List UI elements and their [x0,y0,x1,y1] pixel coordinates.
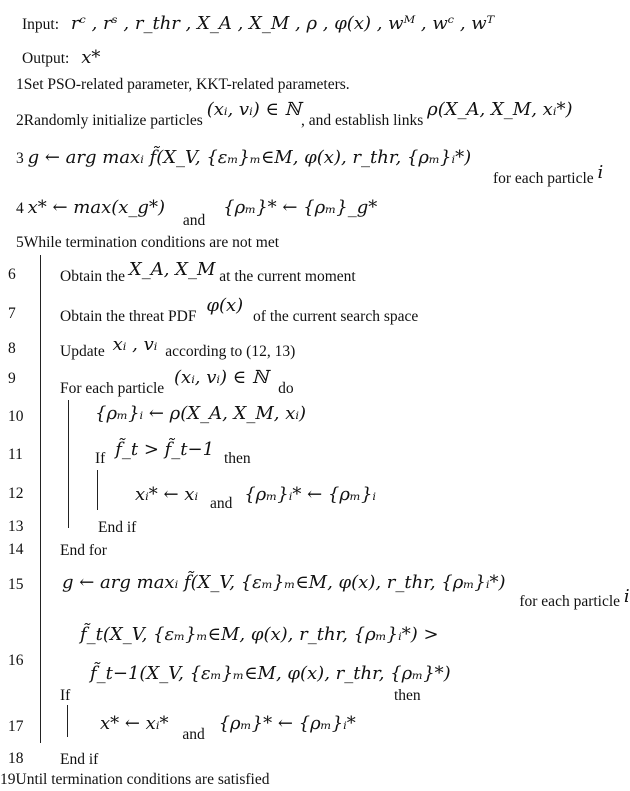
step-2 [16,99,573,131]
input-symbols: rᶜ , rˢ , r_thr , X_A , X_M , ρ , φ(x) , wᴹ , wᶜ , wᵀ [70,13,495,34]
step-text: according to (12, 13) [165,343,296,360]
output-symbol: x* [81,47,101,68]
step-text: Until termination conditions are satisfied [15,771,270,788]
step-13 [98,518,136,538]
step-math: f̃_t(X_V, {εₘ}ₘ∈M, φ(x), r_thr, {ρₘ}ᵢ*) > [80,624,439,645]
step-number: 11 [8,446,23,463]
step-math: (xᵢ, vᵢ) ∈ ℕ [206,99,301,120]
step-18 [60,750,98,770]
output-line [22,48,100,69]
output-label: Output: [22,50,70,67]
step-number: 9 [8,370,16,387]
step-math: (xᵢ, vᵢ) ∈ ℕ [174,367,269,388]
step-number: 3 [16,150,24,167]
step-text: Randomly initialize particles [23,112,203,129]
step-number: 8 [8,340,16,357]
input-label: Input: [22,16,60,33]
if-bar-outer [67,705,68,737]
while-loop-bar [40,255,41,743]
for-loop-bar [68,400,69,528]
step-number: 10 [8,408,24,425]
step-10 [95,404,306,425]
step-math: {ρₘ}* ← {ρₘ}_g* [223,197,378,218]
step-5 [16,233,279,253]
step-16-line-b [90,664,451,685]
step-number: 6 [8,266,16,283]
step-text: , and establish links [300,112,424,129]
step-number: 12 [8,485,24,502]
step-9 [60,367,294,399]
step-number: 7 [8,305,16,322]
step-text: If [60,687,71,704]
step-text: Obtain the threat PDF [60,308,197,325]
step-number: 14 [8,541,24,558]
step-number: 19 [0,771,16,788]
step-text: then [394,687,421,704]
step-math: {ρₘ}ᵢ* ← {ρₘ}ᵢ [244,484,377,505]
step-math: φ(x) [206,295,244,316]
step-number: 4 [16,200,24,217]
step-text: Update [60,343,105,360]
step-math: x* ← max(x_g*) [27,197,165,218]
step-number: 15 [8,576,24,593]
step-16-then [394,686,421,706]
step-text: If [95,450,106,467]
step-text: For each particle [60,380,165,397]
step-math: xᵢ , vᵢ [112,334,158,355]
step-math: x* ← xᵢ* [100,713,169,734]
step-number: 1 [16,76,24,93]
step-text: End if [98,519,137,536]
step-math: g ← arg maxᵢ f̃(X_V, {εₘ}ₘ∈M, φ(x), r_thr, {ρₘ}ᵢ*) [62,572,506,593]
step-number: 2 [16,112,24,129]
step-text: and [209,495,233,512]
step-number: 16 [8,652,24,669]
step-text: and [182,212,206,229]
step-text: of the current search space [253,308,419,325]
step-3 [16,147,604,187]
step-text: for each particle [519,593,621,610]
step-math: i [623,586,630,607]
step-text: Obtain the [60,268,125,285]
step-number: 5 [16,234,24,251]
step-math: {ρₘ}ᵢ ← ρ(X_A, X_M, xᵢ) [95,403,307,424]
step-text: at the current moment [219,268,356,285]
step-16-line-a [80,625,439,646]
step-4 [16,197,378,229]
step-math: ρ(X_A, X_M, xᵢ*) [427,99,573,120]
step-8 [60,334,296,362]
step-math: i [597,162,604,183]
step-math: f̃_t−1(X_V, {εₘ}ₘ∈M, φ(x), r_thr, {ρₘ}*) [90,663,451,684]
step-19 [0,770,269,790]
step-16-if [60,686,70,706]
step-text: Set PSO-related parameter, KKT-related parameters. [23,76,350,93]
step-text: While termination conditions are not met [23,234,280,251]
step-text: End for [60,542,107,559]
step-text: End if [60,751,99,768]
step-1 [16,75,350,95]
step-math: g ← arg maxᵢ f̃(X_V, {εₘ}ₘ∈M, φ(x), r_thr, {ρₘ}ᵢ*) [27,147,472,168]
step-12 [135,484,377,512]
step-6 [60,259,356,287]
step-14 [60,541,107,561]
step-7 [60,295,419,327]
step-15 [62,572,630,610]
step-math: {ρₘ}* ← {ρₘ}ᵢ* [218,713,356,734]
step-text: and [182,726,205,743]
input-line [22,14,494,35]
step-math: X_A, X_M [128,259,216,280]
step-number: 13 [8,518,24,535]
step-text: then [223,450,251,467]
step-17 [100,713,356,743]
step-11 [95,439,251,469]
step-number: 17 [8,718,24,735]
if-bar-inner [97,470,98,510]
step-math: xᵢ* ← xᵢ [135,484,199,505]
step-math: f̃_t > f̃_t−1 [115,439,215,460]
step-text: for each particle [492,170,594,187]
step-text: do [278,380,294,397]
step-number: 18 [8,750,24,767]
